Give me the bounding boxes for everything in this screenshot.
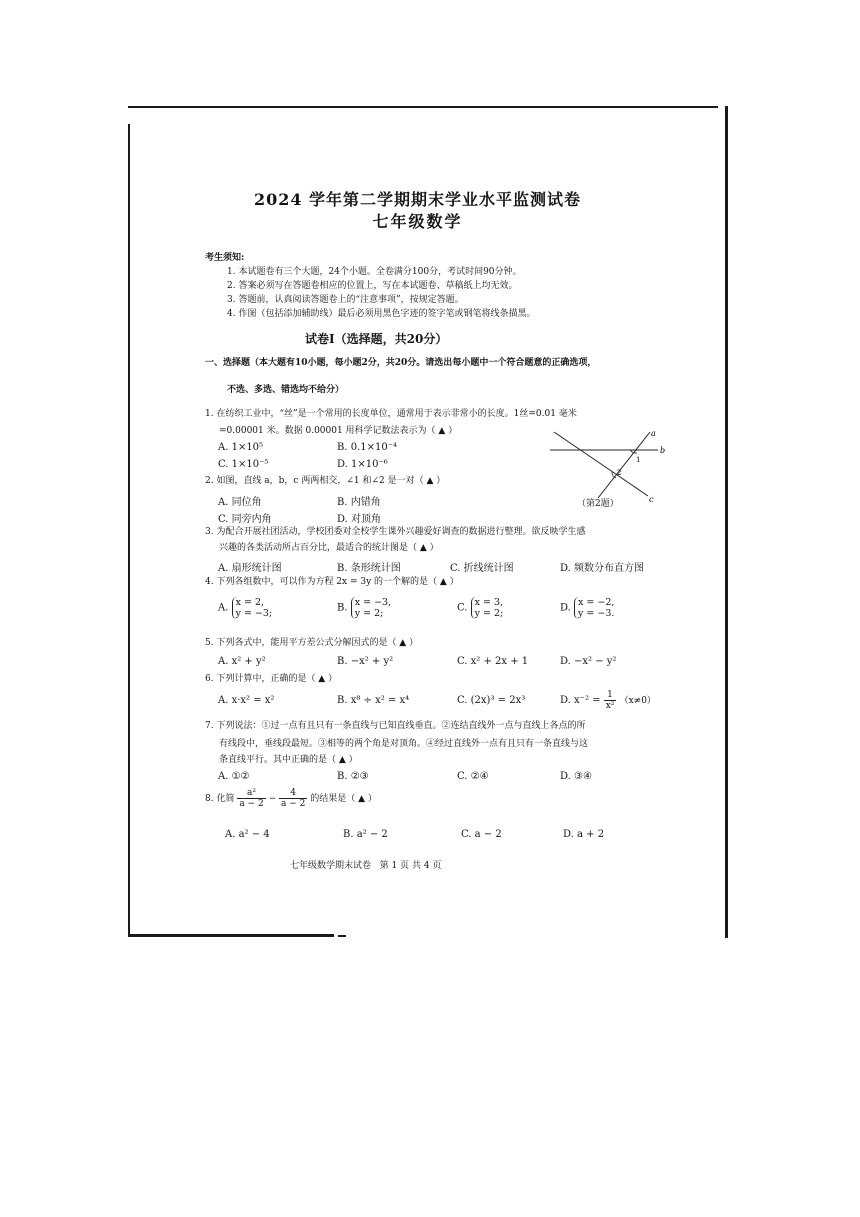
q1-option-b[interactable]: B. 0.1×10⁻⁴	[337, 442, 397, 453]
q4-option-d-letter: D.	[560, 602, 571, 614]
q7-line2: 有线段中，垂线段最短。③相等的两个角是对顶角。④经过直线外一点有且只有一条直线与这	[219, 739, 589, 749]
q6-option-c[interactable]: C. (2x)³ = 2x³	[457, 695, 526, 706]
q6-stem: 6. 下列计算中，正确的是（ ▲ ）	[205, 674, 338, 684]
notice-item-1: 1. 本试题卷有三个大题，24个小题。全卷满分100分，考试时间90分钟。	[227, 267, 522, 277]
label-c: c	[649, 495, 654, 504]
q8-prefix: 8. 化简	[205, 794, 235, 804]
q4-option-c-system	[471, 597, 504, 619]
right-border-line	[725, 106, 728, 938]
exam-title: 2024 学年第二学期期末学业水平监测试卷	[253, 190, 582, 209]
q4-option-a-system	[232, 597, 273, 619]
q4-b-bottom: y = 2;	[354, 608, 384, 619]
q8-option-c[interactable]: C. a − 2	[461, 829, 502, 840]
q5-option-d[interactable]: D. −x² − y²	[560, 656, 617, 667]
q6-option-d-fraction	[604, 690, 617, 711]
notice-heading: 考生须知:	[205, 253, 245, 263]
q8-minus: −	[268, 794, 277, 804]
q7-line1: 7. 下列说法：①过一点有且只有一条直线与已知直线垂直。②连结直线外一点与直线上各点的所	[205, 721, 586, 731]
q2-figure-caption: （第2题）	[577, 499, 619, 509]
q4-option-c[interactable]	[457, 597, 503, 619]
q6-option-b[interactable]: B. x⁸ ÷ x² = x⁴	[337, 695, 410, 706]
top-border-line	[128, 106, 718, 108]
q6-option-a[interactable]: A. x·x² = x²	[218, 695, 275, 706]
q6-option-d-lhs: x⁻² =	[574, 695, 601, 706]
notice-item-3: 3. 答题前，认真阅读答题卷上的“注意事项”，按规定答题。	[227, 295, 464, 305]
q4-c-top: x = 3,	[474, 597, 504, 608]
notice-item-4: 4. 作图（包括添加辅助线）最后必须用黑色字迹的签字笔或钢笔将线条描黑。	[227, 309, 536, 319]
q8-fraction-2	[279, 788, 307, 809]
q5-stem: 5. 下列各式中，能用平方差公式分解因式的是（ ▲ ）	[205, 638, 419, 648]
q3-line1: 3. 为配合开展社团活动，学校团委对全校学生课外兴趣爱好调查的数据进行整理。欲反映学生感	[205, 527, 586, 537]
line-c	[554, 432, 648, 496]
paper1-heading: 试卷Ⅰ（选择题，共20分）	[305, 332, 448, 346]
q6-option-d-letter: D.	[560, 695, 571, 706]
q4-option-b[interactable]	[337, 597, 391, 619]
label-angle1: 1	[636, 456, 641, 464]
q4-d-top: x = −2,	[578, 597, 615, 608]
q2-figure	[550, 428, 670, 508]
q6-option-d-condition: （x≠0）	[619, 696, 656, 706]
q5-option-b[interactable]: B. −x² + y²	[337, 656, 394, 667]
q4-b-top: x = −3,	[354, 597, 392, 608]
q1-line1: 1. 在纺织工业中，“丝”是一个常用的长度单位，通常用于表示非常小的长度。1丝=0.01 毫米	[205, 409, 577, 419]
q2-option-c[interactable]: C. 同旁内角	[218, 514, 272, 525]
q4-c-bottom: y = 2;	[474, 608, 504, 619]
label-a: a	[651, 429, 656, 438]
q1-option-d[interactable]: D. 1×10⁻⁶	[337, 459, 388, 470]
q4-a-bottom: y = −3;	[235, 608, 273, 619]
q8-stem	[205, 788, 377, 809]
q8-option-d[interactable]: D. a + 2	[563, 829, 605, 840]
q8-f1-num: a²	[237, 788, 265, 799]
q2-option-a[interactable]: A. 同位角	[218, 497, 262, 508]
q7-option-b[interactable]: B. ②③	[337, 771, 369, 782]
q1-option-a[interactable]: A. 1×10⁵	[218, 442, 264, 453]
q3-line2: 兴趣的各类活动所占百分比，最适合的统计图是（ ▲ ）	[219, 543, 439, 553]
q8-option-a[interactable]: A. a² − 4	[225, 829, 270, 840]
q4-option-d[interactable]	[560, 597, 614, 619]
exam-subtitle: 七年级数学	[372, 212, 463, 231]
q6-d-num: 1	[604, 690, 617, 701]
q8-option-b[interactable]: B. a² − 2	[343, 829, 388, 840]
left-border-line	[128, 124, 130, 934]
q4-stem: 4. 下列各组数中，可以作为方程 2x = 3y 的一个解的是（ ▲ ）	[205, 577, 459, 587]
q3-option-b[interactable]: B. 条形统计图	[337, 563, 401, 574]
q4-option-b-letter: B.	[337, 602, 348, 614]
q1-option-c[interactable]: C. 1×10⁻⁵	[218, 459, 269, 470]
line-a	[598, 432, 650, 498]
q7-option-c[interactable]: C. ②④	[457, 771, 489, 782]
q8-f2-num: 4	[279, 788, 307, 799]
q1-line2: =0.00001 米。数据 0.00001 用科学记数法表示为（ ▲ ）	[219, 426, 458, 436]
q8-f1-den: a − 2	[239, 799, 264, 809]
page-footer: 七年级数学期末试卷 第 1 页 共 4 页	[290, 861, 442, 871]
q7-line3: 条直线平行。其中正确的是（ ▲ ）	[219, 755, 358, 765]
q4-option-a[interactable]	[218, 597, 272, 619]
q2-stem: 2. 如图，直线 a，b，c 两两相交，∠1 和∠2 是一对（ ▲ ）	[205, 476, 446, 486]
section1-heading: 一、选择题（本大题有10小题，每小题2分，共20分。请选出每小题中一个符合题意的正确选项，	[205, 358, 597, 368]
q8-fraction-1	[237, 788, 265, 809]
q4-option-a-letter: A.	[218, 602, 229, 614]
label-b: b	[660, 446, 666, 455]
bottom-border-line	[128, 934, 334, 937]
section1-heading-cont: 不选、多选、错选均不给分）	[227, 385, 345, 395]
q6-d-den: x²	[605, 701, 615, 711]
q2-option-d[interactable]: D. 对顶角	[337, 514, 382, 525]
label-angle2: 2	[617, 469, 622, 477]
q3-option-d[interactable]: D. 频数分布直方图	[560, 563, 645, 574]
notice-item-2: 2. 答案必须写在答题卷相应的位置上，写在本试题卷、草稿纸上均无效。	[227, 281, 518, 291]
q5-option-c[interactable]: C. x² + 2x + 1	[457, 656, 529, 667]
q4-option-b-system	[351, 597, 391, 619]
q3-option-c[interactable]: C. 折线统计图	[450, 563, 514, 574]
q7-option-d[interactable]: D. ③④	[560, 771, 592, 782]
q4-d-bottom: y = −3.	[578, 608, 615, 619]
q8-suffix: 的结果是（ ▲ ）	[310, 794, 377, 804]
q3-option-a[interactable]: A. 扇形统计图	[218, 563, 282, 574]
bottom-border-fragment	[338, 935, 346, 937]
q7-option-a[interactable]: A. ①②	[218, 771, 250, 782]
q2-option-b[interactable]: B. 内错角	[337, 497, 381, 508]
q8-f2-den: a − 2	[280, 799, 306, 809]
q4-a-top: x = 2,	[235, 597, 265, 608]
q4-option-d-system	[574, 597, 614, 619]
q5-option-a[interactable]: A. x² + y²	[218, 656, 266, 667]
q4-option-c-letter: C.	[457, 602, 468, 614]
q6-option-d[interactable]	[560, 690, 656, 711]
